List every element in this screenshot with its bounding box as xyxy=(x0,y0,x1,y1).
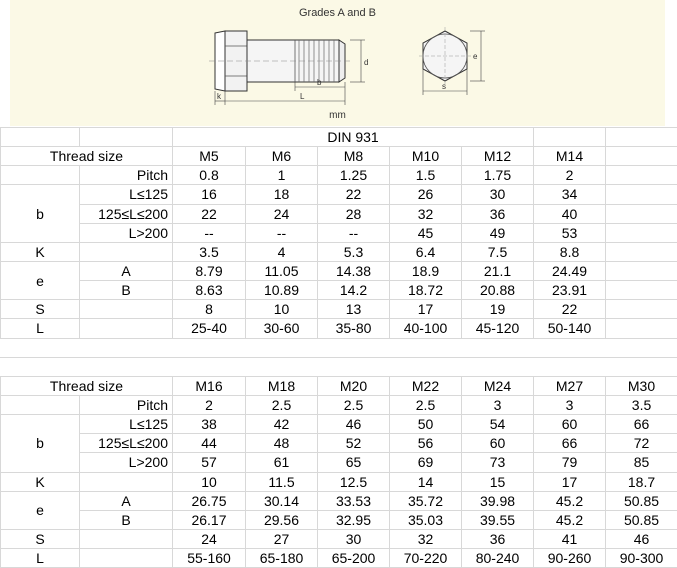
value-cell: 5.3 xyxy=(318,242,390,261)
value-cell: 48 xyxy=(246,434,318,453)
empty-cell xyxy=(80,300,173,319)
b-condition-label: 125≤L≤200 xyxy=(80,204,173,223)
unit-label: mm xyxy=(10,110,665,121)
value-cell: 50-140 xyxy=(534,319,606,338)
value-cell: 3 xyxy=(462,395,534,414)
value-cell xyxy=(606,319,677,338)
value-cell xyxy=(606,166,677,185)
section2-size-row xyxy=(1,376,677,395)
value-cell: 16 xyxy=(173,185,246,204)
empty-cell xyxy=(606,128,677,147)
section1-s-row xyxy=(1,300,677,319)
svg-text:d: d xyxy=(364,58,368,67)
empty-cell xyxy=(606,357,677,376)
empty-cell xyxy=(173,338,246,357)
b-label: b xyxy=(1,415,80,472)
value-cell: 35.03 xyxy=(390,510,462,529)
empty-cell xyxy=(534,338,606,357)
section1-b-row xyxy=(1,223,677,242)
value-cell: 18.9 xyxy=(390,261,462,280)
value-cell xyxy=(606,223,677,242)
value-cell: 28 xyxy=(318,204,390,223)
value-cell: 45 xyxy=(390,223,462,242)
value-cell: 26.75 xyxy=(173,491,246,510)
value-cell: 10.89 xyxy=(246,281,318,300)
value-cell: 39.98 xyxy=(462,491,534,510)
value-cell: 2.5 xyxy=(390,395,462,414)
value-cell: 54 xyxy=(462,415,534,434)
value-cell xyxy=(606,281,677,300)
value-cell: 38 xyxy=(173,415,246,434)
value-cell: 32.95 xyxy=(318,510,390,529)
value-cell: 90-300 xyxy=(606,549,677,568)
value-cell: 11.5 xyxy=(246,472,318,491)
value-cell: 30-60 xyxy=(246,319,318,338)
k-label: K xyxy=(1,242,80,261)
section2-s-row xyxy=(1,529,677,548)
diagram-title: Grades A and B xyxy=(10,7,665,19)
value-cell: 35.72 xyxy=(390,491,462,510)
value-cell: 17 xyxy=(390,300,462,319)
value-cell: 70-220 xyxy=(390,549,462,568)
value-cell: 8.79 xyxy=(173,261,246,280)
section1-pitch-row xyxy=(1,166,677,185)
spacer-row xyxy=(1,357,677,376)
value-cell: 22 xyxy=(534,300,606,319)
value-cell: 14.2 xyxy=(318,281,390,300)
value-cell: 19 xyxy=(462,300,534,319)
section2-b-row xyxy=(1,434,677,453)
pitch-label: Pitch xyxy=(80,166,173,185)
value-cell: 39.55 xyxy=(462,510,534,529)
section2-b-row xyxy=(1,415,677,434)
value-cell: 53 xyxy=(534,223,606,242)
size-header: M24 xyxy=(462,376,534,395)
value-cell: 35-80 xyxy=(318,319,390,338)
table-title: DIN 931 xyxy=(173,128,534,147)
b-condition-label: L>200 xyxy=(80,453,173,472)
empty-cell xyxy=(246,338,318,357)
empty-cell xyxy=(390,338,462,357)
size-header: M10 xyxy=(390,147,462,166)
value-cell: 45.2 xyxy=(534,491,606,510)
value-cell: 10 xyxy=(246,300,318,319)
value-cell: 52 xyxy=(318,434,390,453)
section1-b-row xyxy=(1,185,677,204)
value-cell xyxy=(606,185,677,204)
svg-text:b: b xyxy=(317,78,322,87)
b-condition-label: L>200 xyxy=(80,223,173,242)
empty-cell xyxy=(80,529,173,548)
empty-cell xyxy=(1,395,80,414)
b-condition-label: L≤125 xyxy=(80,415,173,434)
value-cell: 17 xyxy=(534,472,606,491)
empty-cell xyxy=(80,549,173,568)
value-cell: 66 xyxy=(606,415,677,434)
value-cell: 65 xyxy=(318,453,390,472)
value-cell: 2 xyxy=(173,395,246,414)
size-header: M20 xyxy=(318,376,390,395)
section2-l-row xyxy=(1,549,677,568)
value-cell: 66 xyxy=(534,434,606,453)
value-cell: 29.56 xyxy=(246,510,318,529)
e-label: e xyxy=(1,491,80,529)
value-cell: 69 xyxy=(390,453,462,472)
value-cell: 27 xyxy=(246,529,318,548)
value-cell: 60 xyxy=(534,415,606,434)
svg-text:L: L xyxy=(300,92,305,101)
value-cell: 18.7 xyxy=(606,472,677,491)
value-cell: 25-40 xyxy=(173,319,246,338)
value-cell: 12.5 xyxy=(318,472,390,491)
value-cell: 14.38 xyxy=(318,261,390,280)
e-grade-label: B xyxy=(80,281,173,300)
value-cell: 15 xyxy=(462,472,534,491)
value-cell: 8.8 xyxy=(534,242,606,261)
value-cell: 73 xyxy=(462,453,534,472)
e-grade-label: B xyxy=(80,510,173,529)
section2-e-row xyxy=(1,510,677,529)
e-label: e xyxy=(1,261,80,299)
empty-cell xyxy=(318,338,390,357)
value-cell: 42 xyxy=(246,415,318,434)
bolt-diagram xyxy=(10,0,665,126)
size-header: M30 xyxy=(606,376,677,395)
value-cell: 8 xyxy=(173,300,246,319)
value-cell: 56 xyxy=(390,434,462,453)
value-cell: 6.4 xyxy=(390,242,462,261)
empty-cell xyxy=(80,472,173,491)
size-header: M12 xyxy=(462,147,534,166)
value-cell: 14 xyxy=(390,472,462,491)
value-cell: 0.8 xyxy=(173,166,246,185)
empty-cell xyxy=(80,319,173,338)
value-cell xyxy=(606,242,677,261)
b-condition-label: L≤125 xyxy=(80,185,173,204)
section1-e-row xyxy=(1,281,677,300)
value-cell: 26 xyxy=(390,185,462,204)
empty-cell xyxy=(1,128,80,147)
empty-cell xyxy=(318,357,390,376)
value-cell: -- xyxy=(246,223,318,242)
l-label: L xyxy=(1,319,80,338)
empty-cell xyxy=(1,338,80,357)
empty-cell xyxy=(80,128,173,147)
value-cell: 23.91 xyxy=(534,281,606,300)
s-label: S xyxy=(1,529,80,548)
empty-cell xyxy=(390,357,462,376)
value-cell: 1.75 xyxy=(462,166,534,185)
value-cell: -- xyxy=(173,223,246,242)
thread-size-label: Thread size xyxy=(1,376,173,395)
value-cell: 50.85 xyxy=(606,510,677,529)
b-label: b xyxy=(1,185,80,242)
value-cell: 90-260 xyxy=(534,549,606,568)
value-cell: 50 xyxy=(390,415,462,434)
b-condition-label: 125≤L≤200 xyxy=(80,434,173,453)
section1-size-row xyxy=(1,147,677,166)
value-cell: 2.5 xyxy=(318,395,390,414)
section2-e-row xyxy=(1,491,677,510)
value-cell: 44 xyxy=(173,434,246,453)
value-cell: 4 xyxy=(246,242,318,261)
value-cell: 33.53 xyxy=(318,491,390,510)
k-label: K xyxy=(1,472,80,491)
value-cell: 32 xyxy=(390,529,462,548)
value-cell: 18 xyxy=(246,185,318,204)
l-label: L xyxy=(1,549,80,568)
value-cell: 61 xyxy=(246,453,318,472)
value-cell: 3.5 xyxy=(606,395,677,414)
value-cell: 30 xyxy=(318,529,390,548)
empty-cell xyxy=(173,357,246,376)
value-cell: 22 xyxy=(173,204,246,223)
value-cell: 45-120 xyxy=(462,319,534,338)
value-cell: 34 xyxy=(534,185,606,204)
table-title-row xyxy=(1,128,677,147)
section1-b-row xyxy=(1,204,677,223)
din931-table xyxy=(0,127,677,568)
size-header: M27 xyxy=(534,376,606,395)
value-cell: 7.5 xyxy=(462,242,534,261)
value-cell: 41 xyxy=(534,529,606,548)
size-header: M5 xyxy=(173,147,246,166)
size-header: M6 xyxy=(246,147,318,166)
value-cell: 45.2 xyxy=(534,510,606,529)
value-cell: 36 xyxy=(462,204,534,223)
value-cell xyxy=(606,204,677,223)
size-header: M16 xyxy=(173,376,246,395)
spacer-row xyxy=(1,338,677,357)
empty-cell xyxy=(246,357,318,376)
value-cell: 20.88 xyxy=(462,281,534,300)
value-cell: 2 xyxy=(534,166,606,185)
thread-size-label: Thread size xyxy=(1,147,173,166)
section1-l-row xyxy=(1,319,677,338)
section1-k-row xyxy=(1,242,677,261)
value-cell: 65-200 xyxy=(318,549,390,568)
empty-cell xyxy=(462,338,534,357)
value-cell: 10 xyxy=(173,472,246,491)
value-cell: 3 xyxy=(534,395,606,414)
empty-cell xyxy=(534,357,606,376)
value-cell: 2.5 xyxy=(246,395,318,414)
value-cell xyxy=(606,300,677,319)
value-cell: 40 xyxy=(534,204,606,223)
section2-k-row xyxy=(1,472,677,491)
value-cell: 18.72 xyxy=(390,281,462,300)
empty-cell xyxy=(80,242,173,261)
value-cell: 1.5 xyxy=(390,166,462,185)
value-cell: 65-180 xyxy=(246,549,318,568)
e-grade-label: A xyxy=(80,491,173,510)
size-header xyxy=(606,147,677,166)
section2-b-row xyxy=(1,453,677,472)
value-cell: -- xyxy=(318,223,390,242)
empty-cell xyxy=(1,166,80,185)
size-header: M18 xyxy=(246,376,318,395)
section1-e-row xyxy=(1,261,677,280)
value-cell: 79 xyxy=(534,453,606,472)
value-cell: 50.85 xyxy=(606,491,677,510)
value-cell: 85 xyxy=(606,453,677,472)
svg-text:e: e xyxy=(473,52,478,61)
value-cell: 80-240 xyxy=(462,549,534,568)
value-cell: 24.49 xyxy=(534,261,606,280)
value-cell xyxy=(606,261,677,280)
svg-text:k: k xyxy=(217,92,222,101)
value-cell: 55-160 xyxy=(173,549,246,568)
value-cell: 1.25 xyxy=(318,166,390,185)
empty-cell xyxy=(1,357,80,376)
bolt-drawing xyxy=(195,21,495,107)
value-cell: 26.17 xyxy=(173,510,246,529)
value-cell: 40-100 xyxy=(390,319,462,338)
value-cell: 24 xyxy=(246,204,318,223)
value-cell: 46 xyxy=(606,529,677,548)
value-cell: 13 xyxy=(318,300,390,319)
empty-cell xyxy=(80,357,173,376)
empty-cell xyxy=(462,357,534,376)
svg-text:s: s xyxy=(442,82,446,91)
value-cell: 46 xyxy=(318,415,390,434)
size-header: M22 xyxy=(390,376,462,395)
size-header: M14 xyxy=(534,147,606,166)
section2-pitch-row xyxy=(1,395,677,414)
value-cell: 3.5 xyxy=(173,242,246,261)
value-cell: 30.14 xyxy=(246,491,318,510)
s-label: S xyxy=(1,300,80,319)
value-cell: 72 xyxy=(606,434,677,453)
value-cell: 32 xyxy=(390,204,462,223)
empty-cell xyxy=(606,338,677,357)
value-cell: 8.63 xyxy=(173,281,246,300)
value-cell: 22 xyxy=(318,185,390,204)
value-cell: 36 xyxy=(462,529,534,548)
empty-cell xyxy=(80,338,173,357)
empty-cell xyxy=(534,128,606,147)
value-cell: 11.05 xyxy=(246,261,318,280)
size-header: M8 xyxy=(318,147,390,166)
pitch-label: Pitch xyxy=(80,395,173,414)
value-cell: 60 xyxy=(462,434,534,453)
value-cell: 21.1 xyxy=(462,261,534,280)
value-cell: 49 xyxy=(462,223,534,242)
value-cell: 1 xyxy=(246,166,318,185)
e-grade-label: A xyxy=(80,261,173,280)
value-cell: 57 xyxy=(173,453,246,472)
value-cell: 24 xyxy=(173,529,246,548)
value-cell: 30 xyxy=(462,185,534,204)
